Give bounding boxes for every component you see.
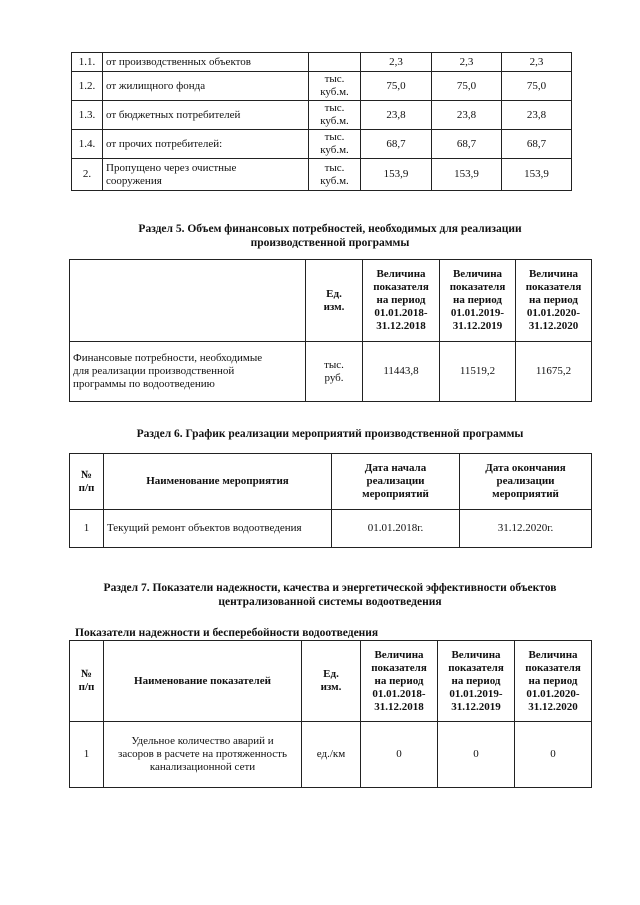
header-number: № п/п — [70, 454, 104, 510]
value-2018: 0 — [361, 722, 438, 788]
table-schedule — [69, 453, 592, 548]
section-7-title: Раздел 7. Показатели надежности, качества и энергетической эффективности объектов централизованной системы водоотведения — [103, 582, 557, 608]
row-unit: тыс. куб.м. — [309, 130, 361, 159]
value-2018: 153,9 — [361, 159, 432, 191]
table-row — [72, 159, 572, 191]
row-name: от прочих потребителей: — [103, 130, 309, 159]
row-number: 1 — [70, 510, 104, 548]
row-number: 1.2. — [72, 72, 103, 101]
value-2018: 2,3 — [361, 53, 432, 72]
row-number: 1.3. — [72, 101, 103, 130]
table-row — [70, 722, 592, 788]
value-2019: 153,9 — [432, 159, 502, 191]
value-2020: 11675,2 — [516, 342, 592, 402]
header-period-2018: Величина показателя на период 01.01.2018- 31.12.2018 — [361, 641, 438, 722]
row-number: 1.4. — [72, 130, 103, 159]
row-unit: ед./км — [302, 722, 361, 788]
row-unit: тыс. куб.м. — [309, 101, 361, 130]
row-start-date: 01.01.2018г. — [332, 510, 460, 548]
header-period-2019: Величина показателя на период 01.01.2019- 31.12.2019 — [438, 641, 515, 722]
header-period-2019: Величина показателя на период 01.01.2019- 31.12.2019 — [440, 260, 516, 342]
row-event-name: Текущий ремонт объектов водоотведения — [104, 510, 332, 548]
header-indicator-name: Наименование показателей — [104, 641, 302, 722]
value-2019: 11519,2 — [440, 342, 516, 402]
table-row — [70, 510, 592, 548]
value-2020: 0 — [515, 722, 592, 788]
header-event-name: Наименование мероприятия — [104, 454, 332, 510]
table-wastewater-volumes — [71, 52, 572, 191]
value-2018: 11443,8 — [363, 342, 440, 402]
row-unit — [309, 53, 361, 72]
table-header-row — [70, 454, 592, 510]
table-row — [72, 130, 572, 159]
header-unit: Ед. изм. — [306, 260, 363, 342]
table-header-row — [70, 260, 592, 342]
row-number: 2. — [72, 159, 103, 191]
header-period-2020: Величина показателя на период 01.01.2020- 31.12.2020 — [516, 260, 592, 342]
header-empty — [70, 260, 306, 342]
row-number: 1.1. — [72, 53, 103, 72]
row-name: от производственных объектов — [103, 53, 309, 72]
row-unit: тыс. куб.м. — [309, 72, 361, 101]
row-name: Финансовые потребности, необходимые для реализации производственной программы по водоотведению — [70, 342, 306, 402]
row-name: от жилищного фонда — [103, 72, 309, 101]
value-2019: 2,3 — [432, 53, 502, 72]
value-2019: 68,7 — [432, 130, 502, 159]
header-unit: Ед. изм. — [302, 641, 361, 722]
table-header-row — [70, 641, 592, 722]
header-period-2020: Величина показателя на период 01.01.2020- 31.12.2020 — [515, 641, 592, 722]
row-indicator-name: Удельное количество аварий и засоров в расчете на протяженность канализационной сети — [104, 722, 302, 788]
value-2020: 2,3 — [502, 53, 572, 72]
section-6-title: Раздел 6. График реализации мероприятий производственной программы — [136, 428, 524, 440]
section-7-subtitle: Показатели надежности и бесперебойности водоотведения — [75, 627, 379, 639]
value-2019: 0 — [438, 722, 515, 788]
header-end-date: Дата окончания реализации мероприятий — [460, 454, 592, 510]
table-row — [72, 101, 572, 130]
row-name: Пропущено через очистные сооружения — [103, 159, 309, 191]
section-5-title: Раздел 5. Объем финансовых потребностей, необходимых для реализации производственной программы — [138, 223, 522, 249]
value-2019: 75,0 — [432, 72, 502, 101]
header-number: № п/п — [70, 641, 104, 722]
value-2020: 23,8 — [502, 101, 572, 130]
value-2020: 75,0 — [502, 72, 572, 101]
value-2018: 75,0 — [361, 72, 432, 101]
table-reliability — [69, 640, 592, 788]
table-row — [70, 342, 592, 402]
row-number: 1 — [70, 722, 104, 788]
row-unit: тыс. куб.м. — [309, 159, 361, 191]
value-2018: 23,8 — [361, 101, 432, 130]
value-2020: 153,9 — [502, 159, 572, 191]
value-2020: 68,7 — [502, 130, 572, 159]
table-row — [72, 53, 572, 72]
value-2018: 68,7 — [361, 130, 432, 159]
value-2019: 23,8 — [432, 101, 502, 130]
table-financial-needs — [69, 259, 592, 402]
row-name: от бюджетных потребителей — [103, 101, 309, 130]
header-start-date: Дата начала реализации мероприятий — [332, 454, 460, 510]
row-unit: тыс. руб. — [306, 342, 363, 402]
table-row — [72, 72, 572, 101]
header-period-2018: Величина показателя на период 01.01.2018- 31.12.2018 — [363, 260, 440, 342]
row-end-date: 31.12.2020г. — [460, 510, 592, 548]
